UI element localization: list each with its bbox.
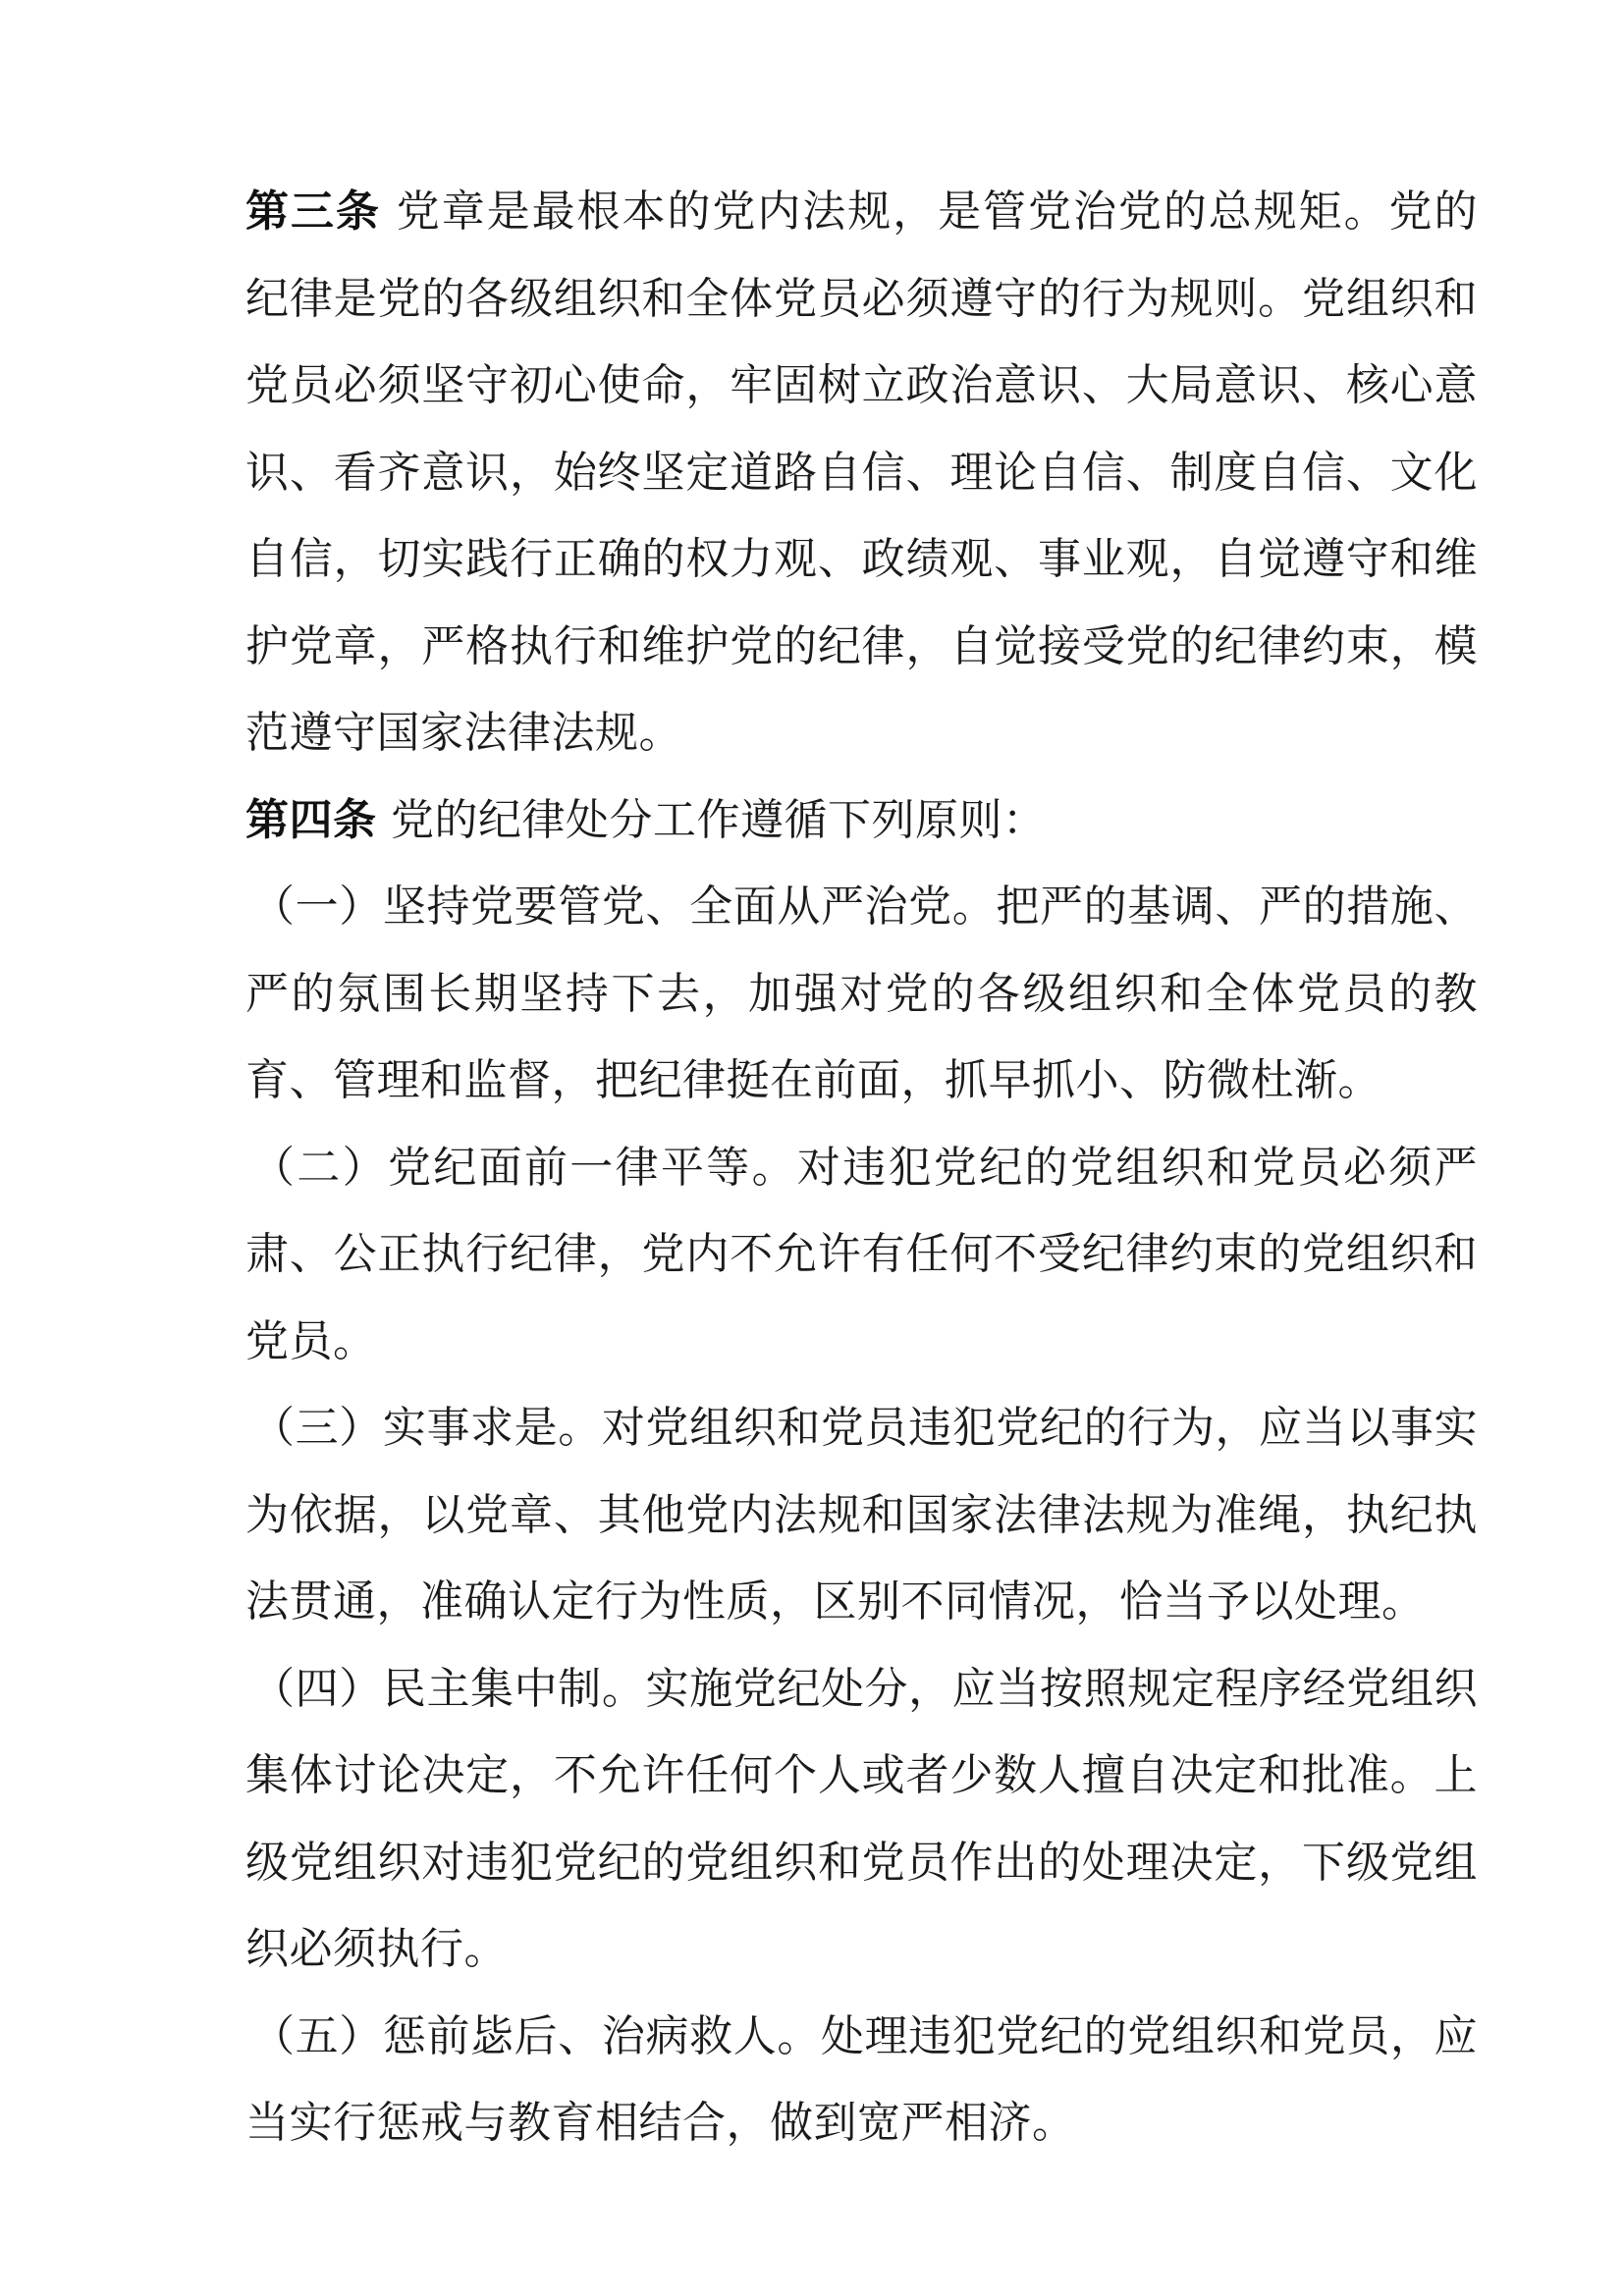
article-4-item-4: （四）民主集中制。实施党纪处分，应当按照规定程序经党组织集体讨论决定，不允许任何个人或者少数人擅自决定和批准。上级党组织对违犯党纪的党组织和党员作出的处理决定，下级党组织必须执行。 (245, 1663, 1478, 1974)
article-4-item-3: （三）实事求是。对党组织和党员违犯党纪的行为，应当以事实为依据，以党章、其他党内法规和国家法律法规为准绳，执纪执法贯通，准确认定行为性质，区别不同情况，恰当予以处理。 (245, 1403, 1478, 1627)
article-4-intro: 党的纪律处分工作遵循下列原则： (391, 794, 1047, 845)
article-4-item-2: （二）党纪面前一律平等。对违犯党纪的党组织和党员必须严肃、公正执行纪律，党内不允许有任何不受纪律约束的党组织和党员。 (245, 1142, 1478, 1366)
article-4-paragraph (245, 777, 1478, 865)
article-4-heading: 第四条 (245, 794, 377, 845)
article-3-text: 党章是最根本的党内法规，是管党治党的总规矩。党的纪律是党的各级组织和全体党员必须遵守的行为规则。党组织和党员必须坚守初心使命，牢固树立政治意识、大局意识、核心意识、看齐意识，始终坚定道路自信、理论自信、制度自信、文化自信，切实践行正确的权力观、政绩观、事业观，自觉遵守和维护党章，严格执行和维护党的纪律，自觉接受党的纪律约束，模范遵守国家法律法规。 (245, 187, 1479, 758)
article-4-item-1: （一）坚持党要管党、全面从严治党。把严的基调、严的措施、严的氛围长期坚持下去，加强对党的各级组织和全体党员的教育、管理和监督，把纪律挺在前面，抓早抓小、防微杜渐。 (245, 881, 1478, 1105)
document-body (245, 169, 1478, 2167)
article-3-paragraph (245, 169, 1478, 777)
article-4-item-5: （五）惩前毖后、治病救人。处理违犯党纪的党组织和党员，应当实行惩戒与教育相结合，做到宽严相济。 (245, 2010, 1478, 2148)
article-3-heading: 第三条 (245, 187, 381, 237)
